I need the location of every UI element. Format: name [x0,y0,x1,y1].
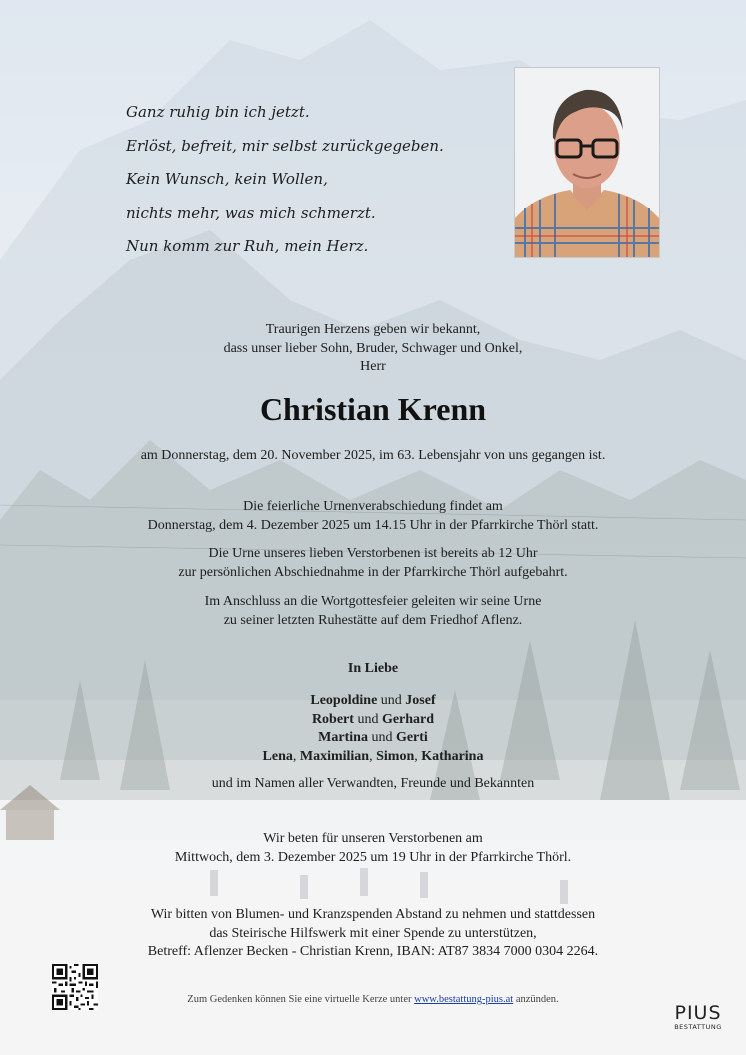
pius-logo [672,1003,724,1037]
family-member: Leopoldine [310,693,378,708]
ceremony-line: Die feierliche Urnenverabschiedung findet am [243,499,503,514]
ceremony-line: Donnerstag, dem 4. Dezember 2025 um 14.15 Uhr in der Pfarrkirche Thörl statt. [147,517,599,533]
family-member: Robert [311,711,354,727]
footer-note [0,991,746,1010]
intro-line: dass unser lieber Sohn, Bruder, Schwager und Onkel, [223,340,523,356]
logo-subtitle: BESTATTUNG [674,1023,722,1031]
footer-suffix: anzünden. [515,994,559,1005]
family-member: Martina [318,730,368,745]
poem [126,96,486,264]
family-line [0,729,746,748]
ceremony-info [0,498,746,535]
donation-info [0,906,746,962]
prayer-line: Wir beten für unseren Verstorbenen am [263,831,483,846]
family-member: Gerti [395,730,428,745]
family-line [0,692,746,711]
intro-line: Herr [360,359,386,374]
conjunction: und [380,693,402,708]
viewing-info [0,545,746,582]
family-member: Gerhard [381,711,435,727]
donation-line: Betreff: Aflenzer Becken - Christian Krenn, IBAN: AT87 3834 7000 0304 2264. [147,944,599,959]
family-member: Josef [405,693,436,708]
viewing-line: Die Urne unseres lieben Verstorbenen ist bereits ab 12 Uhr [208,546,538,561]
family-member: Maximilian [299,748,370,764]
donation-line: das Steirische Hilfswerk mit einer Spende zu unterstützen, [209,925,537,941]
burial-info [0,593,746,630]
portrait-photo [514,67,660,258]
prayer-info [0,830,746,867]
poem-line: Ganz ruhig bin ich jetzt. [126,103,310,121]
prayer-line: Mittwoch, dem 3. Dezember 2025 um 19 Uhr in der Pfarrkirche Thörl. [174,849,572,865]
family-list [0,692,746,766]
relatives-line: und im Namen aller Verwandten, Freunde und Bekannten [211,776,535,791]
intro-line: Traurigen Herzens geben wir bekannt, [265,322,481,337]
conjunction: und [357,711,379,727]
death-notice: am Donnerstag, dem 20. November 2025, im 63. Lebensjahr von uns gegangen ist. [140,448,606,463]
family-line: Lena, Maximilian, Simon, Katharina [262,748,484,764]
in-liebe-heading: In Liebe [347,661,399,676]
announcement-intro [0,321,746,377]
family-line [0,711,746,730]
poem-line: Kein Wunsch, kein Wollen, [126,170,328,188]
deceased-name: Christian Krenn [259,391,487,427]
website-link[interactable]: www.bestattung-pius.at [414,994,514,1005]
poem-line: nichts mehr, was mich schmerzt. [126,203,376,222]
conjunction: und [371,730,393,745]
burial-line: zu seiner letzten Ruhestätte auf dem Friedhof Aflenz. [223,612,523,628]
donation-line: Wir bitten von Blumen- und Kranzspenden Abstand zu nehmen und stattdessen [150,907,596,922]
viewing-line: zur persönlichen Abschiednahme in der Pfarrkirche Thörl aufgebahrt. [178,564,568,580]
poem-line: Erlöst, befreit, mir selbst zurückgegeben. [126,136,444,155]
logo-name: PIUS [674,1002,722,1024]
family-member: Lena [262,748,293,764]
poem-line: Nun komm zur Ruh, mein Herz. [126,237,369,255]
burial-line: Im Anschluss an die Wortgottesfeier geleiten wir seine Urne [204,594,542,609]
family-member: Katharina [421,748,484,764]
footer-prefix: Zum Gedenken können Sie eine virtuelle Kerze unter [187,994,412,1005]
family-member: Simon [376,748,415,764]
